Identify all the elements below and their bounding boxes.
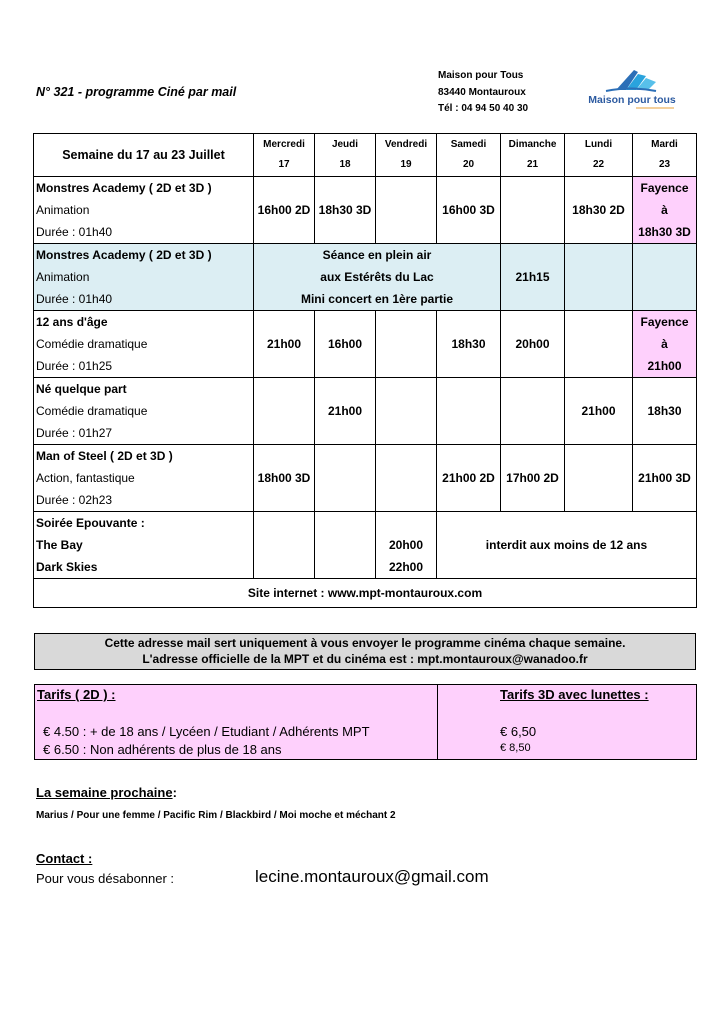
website-link[interactable]: Site internet : www.mpt-montauroux.com xyxy=(34,579,697,608)
showtime: 16h00 2D xyxy=(254,177,315,244)
showtime: 21h00 xyxy=(254,311,315,378)
tariff-2d-line: € 4.50 : + de 18 ans / Lycéen / Etudiant / Adhérents MPT xyxy=(43,724,370,739)
showtime: 21h00 xyxy=(315,378,376,445)
organization-info xyxy=(438,68,528,118)
film-info xyxy=(34,311,254,378)
showtime: 18h30 xyxy=(633,378,697,445)
email-notice xyxy=(34,633,696,670)
showtime-fayence: Fayence à 18h30 3D xyxy=(633,177,697,244)
showtime xyxy=(376,445,437,512)
showtime xyxy=(254,378,315,445)
showtime xyxy=(376,378,437,445)
film-row xyxy=(34,177,697,244)
showtime xyxy=(376,177,437,244)
film-title: Dark Skies xyxy=(36,560,98,574)
showtime: 21h00 2D xyxy=(437,445,501,512)
film-row xyxy=(34,378,697,445)
film-row xyxy=(34,311,697,378)
film-info xyxy=(34,378,254,445)
notice-line: Cette adresse mail sert uniquement à vous envoyer le programme cinéma chaque semaine. xyxy=(104,636,626,650)
film-row xyxy=(34,445,697,512)
film-duration: Durée : 01h40 xyxy=(36,292,113,306)
film-duration: Durée : 01h40 xyxy=(36,225,113,239)
film-title: Monstres Academy ( 2D et 3D ) xyxy=(36,248,212,262)
website-row xyxy=(34,579,697,608)
day-header: Mardi 23 xyxy=(633,134,697,177)
unsubscribe-label: Pour vous désabonner : xyxy=(36,871,175,886)
film-duration: Durée : 01h25 xyxy=(36,359,113,373)
film-title: Man of Steel ( 2D et 3D ) xyxy=(36,449,173,463)
page-title: N° 321 - programme Ciné par mail xyxy=(36,85,237,99)
film-title: The Bay xyxy=(36,538,83,552)
showtime xyxy=(376,311,437,378)
next-week-heading: La semaine prochaine: xyxy=(36,785,177,800)
header-row xyxy=(34,134,697,177)
film-title: Soirée Epouvante : xyxy=(36,516,145,530)
film-info xyxy=(34,445,254,512)
next-week-films: Marius / Pour une femme / Pacific Rim / Blackbird / Moi moche et méchant 2 xyxy=(36,810,396,821)
day-header: Dimanche 21 xyxy=(501,134,565,177)
film-genre: Animation xyxy=(36,203,90,217)
film-row xyxy=(34,244,697,311)
tariff-3d-price: € 6,50 xyxy=(500,724,537,739)
day-header: Lundi 22 xyxy=(565,134,633,177)
showtime: 18h30 3D xyxy=(315,177,376,244)
contact-heading: Contact : xyxy=(36,851,93,866)
org-city: 83440 Montauroux xyxy=(438,86,526,98)
film-genre: Comédie dramatique xyxy=(36,337,148,351)
showtime: 21h00 xyxy=(565,378,633,445)
showtime: 20h00 xyxy=(501,311,565,378)
film-info xyxy=(34,177,254,244)
showtime xyxy=(565,244,633,311)
film-row xyxy=(34,512,697,579)
film-genre: Comédie dramatique xyxy=(36,404,148,418)
schedule-table xyxy=(33,133,697,608)
showtime xyxy=(437,378,501,445)
tariff-2d-title: Tarifs ( 2D ) : xyxy=(37,687,116,702)
showtime: 21h15 xyxy=(501,244,565,311)
showtime xyxy=(315,512,376,579)
film-info xyxy=(34,244,254,311)
showtime xyxy=(501,378,565,445)
showtime: 20h00 22h00 xyxy=(376,512,437,579)
showtime: 18h30 2D xyxy=(565,177,633,244)
showtime: 17h00 2D xyxy=(501,445,565,512)
showtime xyxy=(315,445,376,512)
film-title: Monstres Academy ( 2D et 3D ) xyxy=(36,181,212,195)
logo-text: Maison pour tous xyxy=(588,94,676,106)
film-genre: Action, fantastique xyxy=(36,471,135,485)
film-duration: Durée : 01h27 xyxy=(36,426,113,440)
showtime xyxy=(565,311,633,378)
tariff-3d-price: € 8,50 xyxy=(500,742,531,754)
org-name: Maison pour Tous xyxy=(438,70,524,81)
day-header: Mercredi 17 xyxy=(254,134,315,177)
film-info xyxy=(34,512,254,579)
showtime xyxy=(633,244,697,311)
showtime: 18h00 3D xyxy=(254,445,315,512)
film-title: 12 ans d'âge xyxy=(36,315,108,329)
week-label: Semaine du 17 au 23 Juillet xyxy=(34,134,254,177)
contact-email-link[interactable]: lecine.montauroux@gmail.com xyxy=(255,867,489,886)
showtime: 16h00 xyxy=(315,311,376,378)
tariff-3d-title: Tarifs 3D avec lunettes : xyxy=(500,687,649,702)
film-duration: Durée : 02h23 xyxy=(36,493,113,507)
showtime: 16h00 3D xyxy=(437,177,501,244)
showtime: 21h00 3D xyxy=(633,445,697,512)
maison-pour-tous-logo xyxy=(586,64,678,112)
film-title: Né quelque part xyxy=(36,382,127,396)
showtime-fayence: Fayence à 21h00 xyxy=(633,311,697,378)
org-phone: Tél : 04 94 50 40 30 xyxy=(438,103,529,114)
showtime: 18h30 xyxy=(437,311,501,378)
showtime xyxy=(254,512,315,579)
film-genre: Animation xyxy=(36,270,90,284)
day-header: Jeudi 18 xyxy=(315,134,376,177)
tariff-2d-line: € 6.50 : Non adhérents de plus de 18 ans xyxy=(43,742,282,757)
day-header: Samedi 20 xyxy=(437,134,501,177)
notice-line: L'adresse officielle de la MPT et du cinéma est : mpt.montauroux@wanadoo.fr xyxy=(142,652,588,666)
age-restriction-note: interdit aux moins de 12 ans xyxy=(437,512,697,579)
open-air-screening-note: Séance en plein air aux Estérêts du Lac Mini concert en 1ère partie xyxy=(254,244,501,311)
showtime xyxy=(565,445,633,512)
day-header: Vendredi 19 xyxy=(376,134,437,177)
showtime xyxy=(501,177,565,244)
tariffs-box xyxy=(34,684,697,760)
